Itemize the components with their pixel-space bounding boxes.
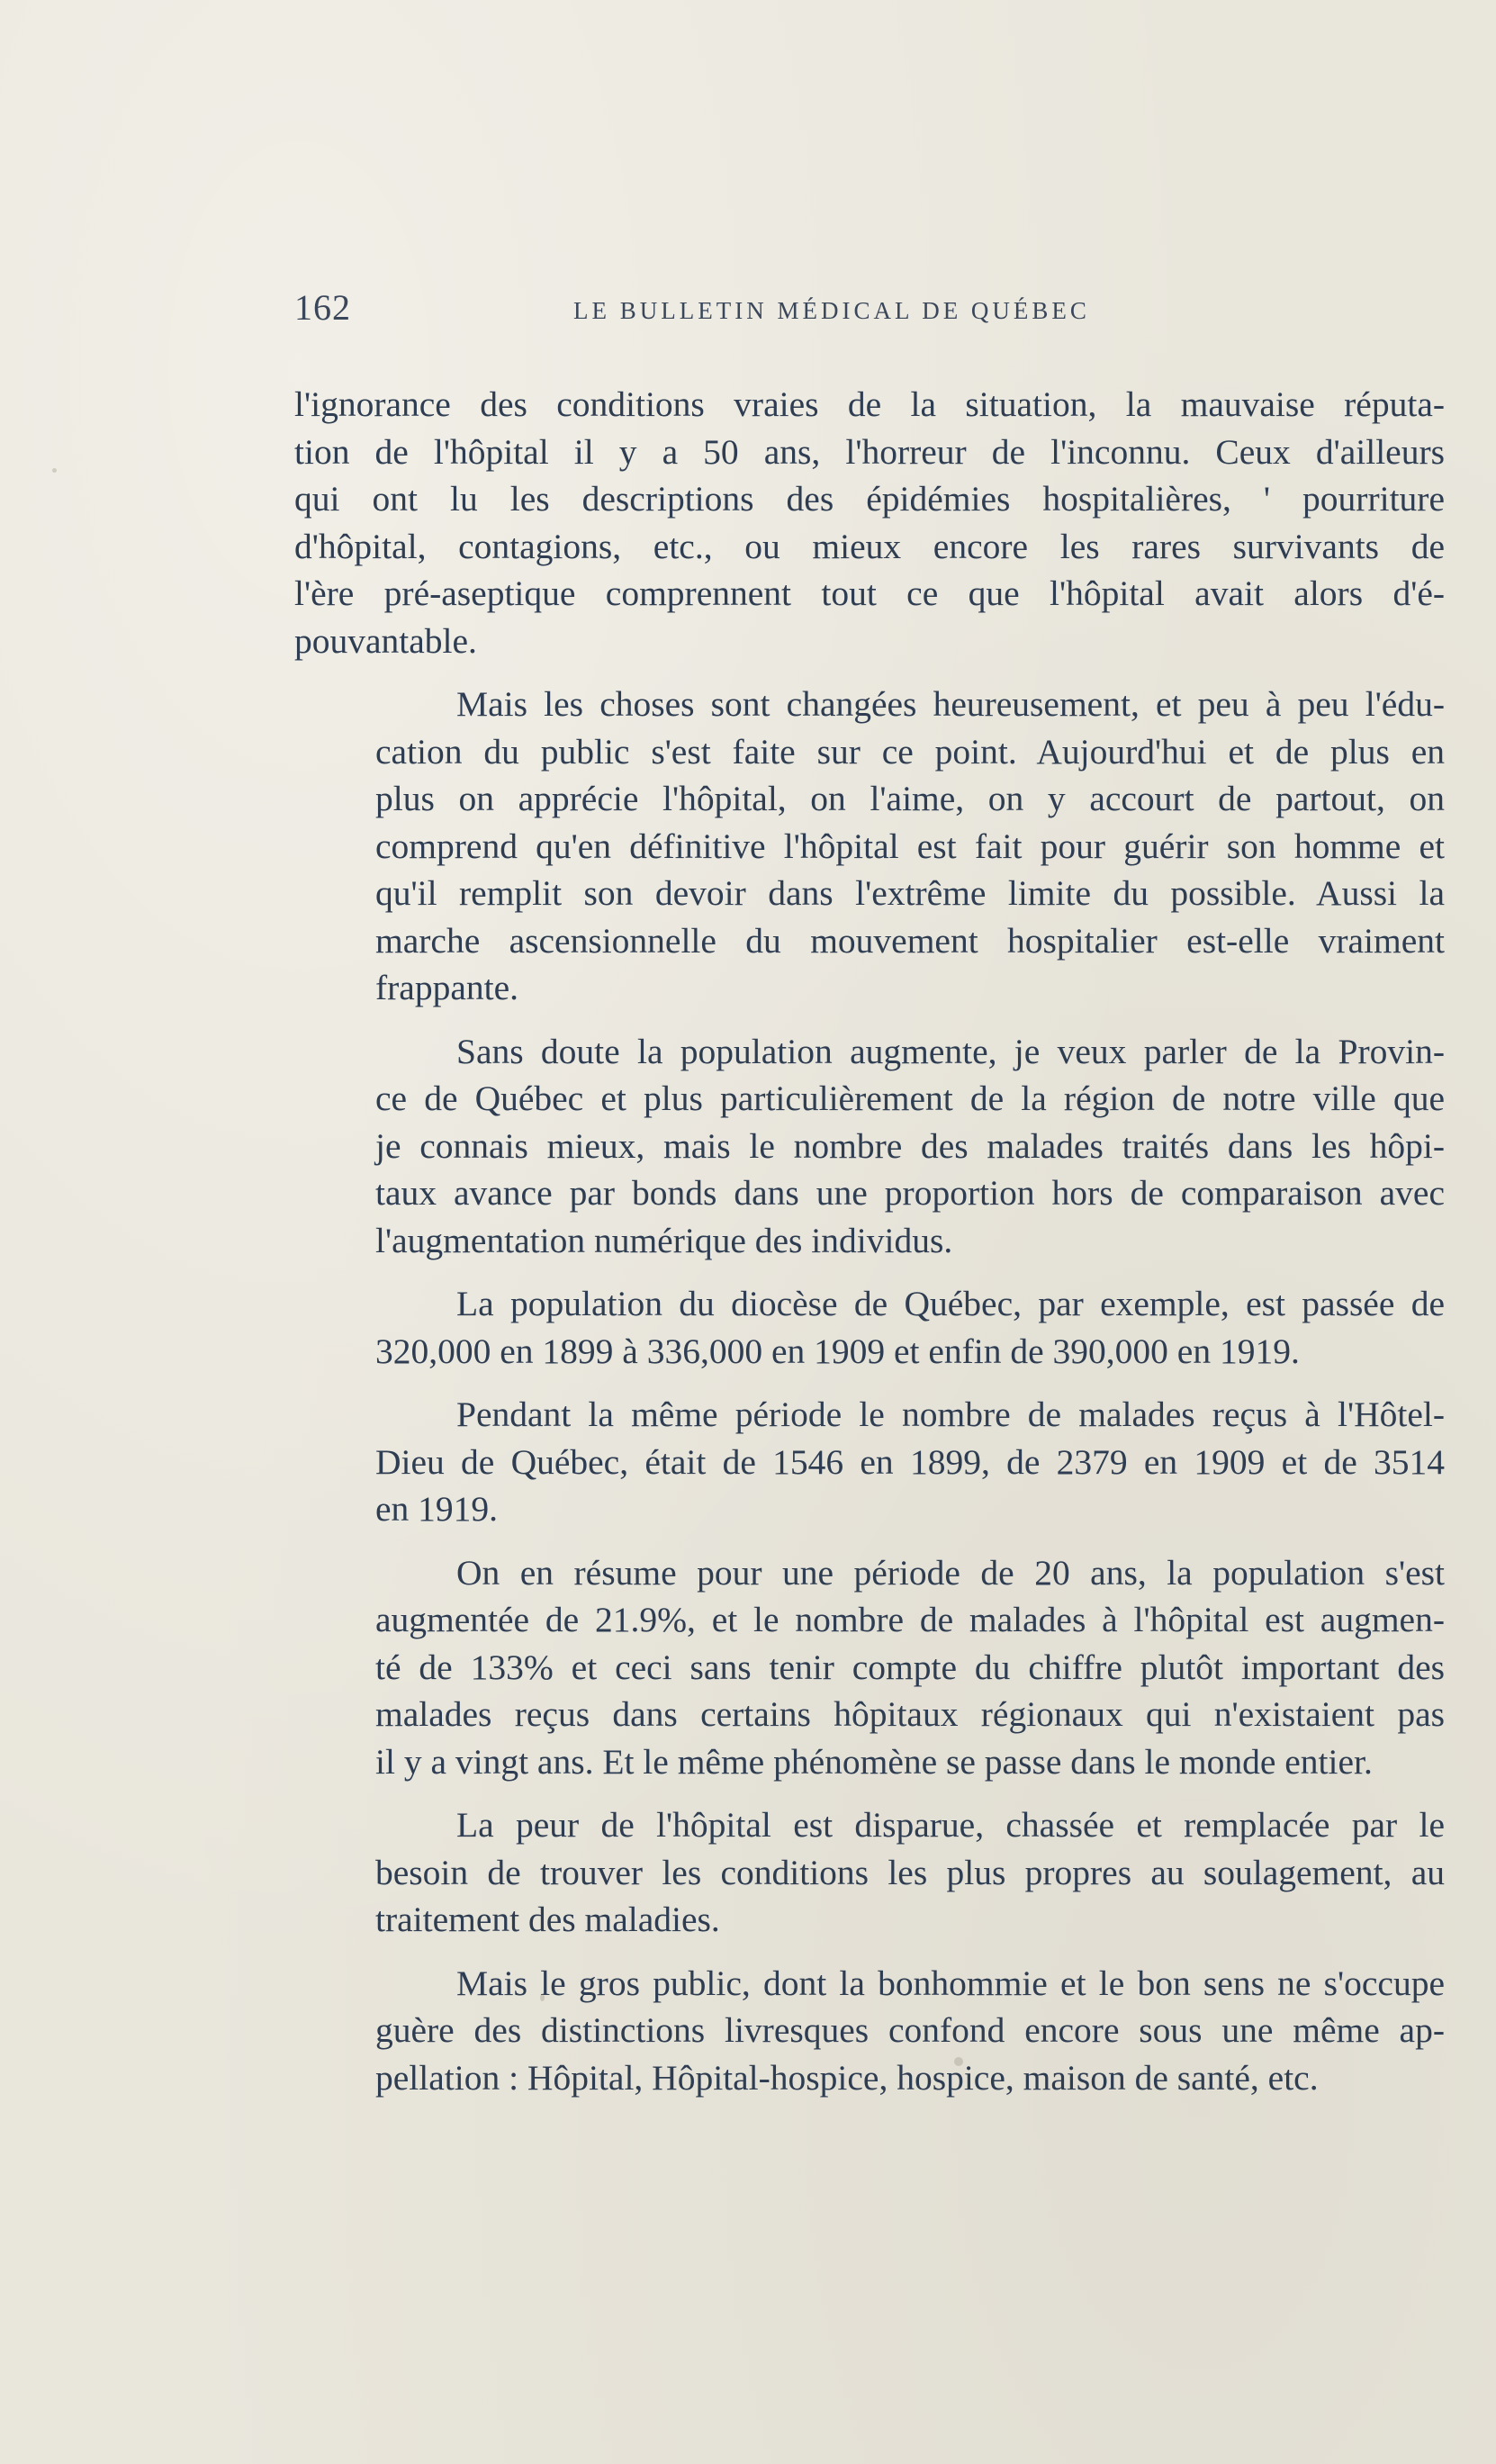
- text-line: pellation : Hôpital, Hôpital-hospice, hospice, maison de santé, etc.: [375, 2057, 1319, 2098]
- text-line: besoin de trouver les conditions les plus propres au soulagement, au: [375, 1852, 1445, 1892]
- text-line: malades reçus dans certains hôpitaux régionaux qui n'existaient pas: [375, 1694, 1445, 1734]
- text-line: frappante.: [375, 968, 519, 1007]
- text-line: taux avance par bonds dans une proportion hors de comparaison avec: [375, 1173, 1445, 1213]
- text-line: tion de l'hôpital il y a 50 ans, l'horreur de l'inconnu. Ceux d'ailleurs: [294, 431, 1445, 472]
- text-line: 320,000 en 1899 à 336,000 en 1909 et enfin de 390,000 en 1919.: [375, 1331, 1300, 1371]
- text-line: l'augmentation numérique des individus.: [375, 1220, 953, 1260]
- text-line: il y a vingt ans. Et le même phénomène se passe dans le monde entier.: [375, 1741, 1373, 1782]
- paragraph: [294, 1801, 1445, 1944]
- running-head: [294, 286, 1194, 331]
- text-line: La population du diocèse de Québec, par exemple, est passée de: [456, 1284, 1445, 1323]
- paragraph: [294, 381, 1445, 664]
- text-line: Dieu de Québec, était de 1546 en 1899, de 2379 en 1909 et de 3514: [375, 1441, 1445, 1482]
- text-line: comprend qu'en définitive l'hôpital est fait pour guérir son homme et: [375, 826, 1445, 866]
- text-line: marche ascensionnelle du mouvement hospitalier est-elle vraiment: [375, 920, 1445, 961]
- text-line: Sans doute la population augmente, je veux parler de la Provin-: [456, 1031, 1445, 1071]
- text-line: en 1919.: [375, 1489, 499, 1529]
- text-line: qui ont lu les descriptions des épidémies hospitalières, ' pourriture: [294, 479, 1445, 519]
- text-line: plus on apprécie l'hôpital, on l'aime, on y accourt de partout, on: [375, 779, 1445, 818]
- text-line: l'ignorance des conditions vraies de la situation, la mauvaise réputa-: [294, 384, 1445, 424]
- speck: [52, 468, 57, 473]
- text-line: On en résume pour une période de 20 ans, la population s'est: [456, 1552, 1445, 1593]
- text-line: d'hôpital, contagions, etc., ou mieux encore les rares survivants de: [294, 526, 1445, 566]
- text-line: augmentée de 21.9%, et le nombre de malades à l'hôpital est augmen-: [375, 1600, 1445, 1639]
- text-line: l'ère pré-aseptique comprennent tout ce que l'hôpital avait alors d'é-: [294, 573, 1445, 613]
- text-line: ce de Québec et plus particulièrement de la région de notre ville que: [375, 1079, 1445, 1118]
- body-text: [294, 381, 1445, 2101]
- speck: [954, 2057, 963, 2066]
- text-line: té de 133% et ceci sans tenir compte du chiffre plutôt important des: [375, 1647, 1445, 1687]
- paragraph: [294, 1028, 1445, 1265]
- text-line: cation du public s'est faite sur ce point. Aujourd'hui et de plus en: [375, 731, 1445, 772]
- text-line: guère des distinctions livresques confond encore sous une même ap-: [375, 2010, 1445, 2050]
- page-number: 162: [294, 287, 351, 328]
- text-line: La peur de l'hôpital est disparue, chassée et remplacée par le: [456, 1805, 1445, 1845]
- running-title: LE BULLETIN MÉDICAL DE QUÉBEC: [573, 297, 1090, 324]
- paragraph: [294, 1280, 1445, 1375]
- text-line: pouvantable.: [294, 620, 477, 661]
- text-line: traitement des maladies.: [375, 1900, 720, 1939]
- paragraph: [294, 1391, 1445, 1533]
- paragraph: [294, 1549, 1445, 1786]
- text-line: je connais mieux, mais le nombre des malades traités dans les hôpi-: [375, 1125, 1445, 1166]
- speck: [540, 1994, 545, 2001]
- text-line: Mais les choses sont changées heureusement, et peu à peu l'édu-: [456, 684, 1445, 724]
- paragraph: [294, 681, 1445, 1012]
- text-line: Pendant la même période le nombre de malades reçus à l'Hôtel-: [456, 1394, 1445, 1434]
- text-line: Mais le gros public, dont la bonhommie et le bon sens ne s'occupe: [456, 1963, 1445, 2003]
- text-line: qu'il remplit son devoir dans l'extrême limite du possible. Aussi la: [375, 873, 1445, 913]
- paragraph: [294, 1960, 1445, 2102]
